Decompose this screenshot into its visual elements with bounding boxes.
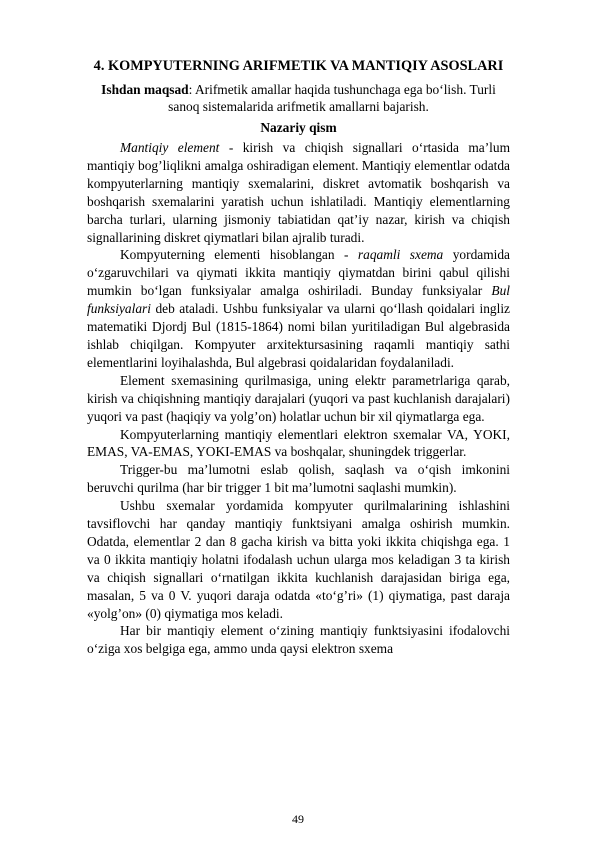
paragraph-1-text: - kirish va chiqish signallari o‘rtasida ma’lum mantiqiy bog’liqlikni amalga oshiradigan element. Mantiqiy elementlar odatda kompyuterlarning mantiqiy sxemalarini, diskret avtomatik boshqarish va boshqarish sxemalarini yaratish uchun ishlatiladi. Mantiqiy elementlarning barcha turlari, ularning jismoniy tabiatidan qat’iy nazar, kirish va chiqish signallarining diskret qiymatlari bilan ajralib turadi.	[87, 140, 510, 245]
paragraph-3: Element sxemasining qurilmasiga, uning elektr parametrlariga qarab, kirish va chiqishning mantiqiy darajalari (yuqori va past kuchlanish darajalari) yuqori va past (haqiqiy va yolg’on) holatlar uchun bir xil qiymatlarga ega.	[87, 372, 510, 424]
term-mantiqiy-element: Mantiqiy element	[120, 140, 220, 155]
term-raqamli-sxema: raqamli sxema	[357, 247, 444, 263]
paragraph-6: Ushbu sxemalar yordamida kompyuter qurilmalarining ishlashini tavsiflovchi har qanday mantiqiy funktsiyani amalga oshirish mumkin. Odatda, elementlar 2 dan 8 gacha kirish va bitta yoki ikkita chiqishga ega. 1 va 0 ikkita mantiqiy holatni ifodalash uchun ularga mos keladigan 3 ta kirish va chiqish signallari o‘rnatilgan ikkita kuchlanish darajasidan biriga ega, masalan, 5 va 0 V. yuqori daraja odatda «to‘g’ri» (1) qiymatiga, past daraja «yolg’on» (0) qiymatiga mos keladi.	[87, 498, 510, 621]
page-body	[87, 58, 510, 658]
section-heading: Nazariy qism	[260, 120, 337, 135]
chapter-title: 4. KOMPYUTERNING ARIFMETIK VA MANTIQIY ASOSLARI	[93, 58, 504, 74]
paragraph-2-b: yordamida o‘zgaruvchilari va qiymati ikkita mantiqiy qiymatdan birini qabul qilishi mumkin bo‘lgan funksiyalar amalga oshiriladi. Bunday funksiyalar	[87, 247, 510, 299]
paragraph-2	[87, 246, 510, 371]
paragraph-2-c: deb ataladi. Ushbu funksiyalar va ularni qo‘llash qoidalari ingliz matematiki Djordj Bul (1815-1864) nomi bilan yuritiladigan Bul algebrasida ishlab chiqilgan. Kompyuter arxitektursasining raqamli mantiqiy sathi elementlarini loyihalashda, Bul algebrasi qoidalaridan foydalaniladi.	[87, 301, 510, 370]
paragraph-5: Trigger-bu ma’lumotni eslab qolish, saqlash va o‘qish imkonini beruvchi qurilma (har bir trigger 1 bit ma’lumotni saqlashi mumkin).	[87, 462, 510, 496]
term-bul-funksiyalari: Bul funksiyalari	[87, 283, 510, 317]
objective-text: : Arifmetik amallar haqida tushunchaga ega bo‘lish. Turli sanoq sistemalarida arifmetik amallarni bajarish.	[168, 82, 496, 114]
objective-label: Ishdan maqsad	[101, 82, 189, 97]
paragraph-2-a: Kompyuterning elementi hisoblangan -	[120, 247, 358, 263]
paragraph-7: Har bir mantiqiy element o‘zining mantiqiy funktsiyasini ifodalovchi o‘ziga xos belgiga ega, ammo unda qaysi elektron sxema	[87, 623, 510, 657]
page-number: 49	[292, 812, 304, 826]
paragraph-4: Kompyuterlarning mantiqiy elementlari elektron sxemalar VA, YOKI, EMAS, VA-EMAS, YOKI-EMAS va boshqalar, shuningdek triggerlar.	[87, 426, 510, 460]
objective	[87, 81, 510, 115]
paragraph-1	[87, 139, 510, 246]
